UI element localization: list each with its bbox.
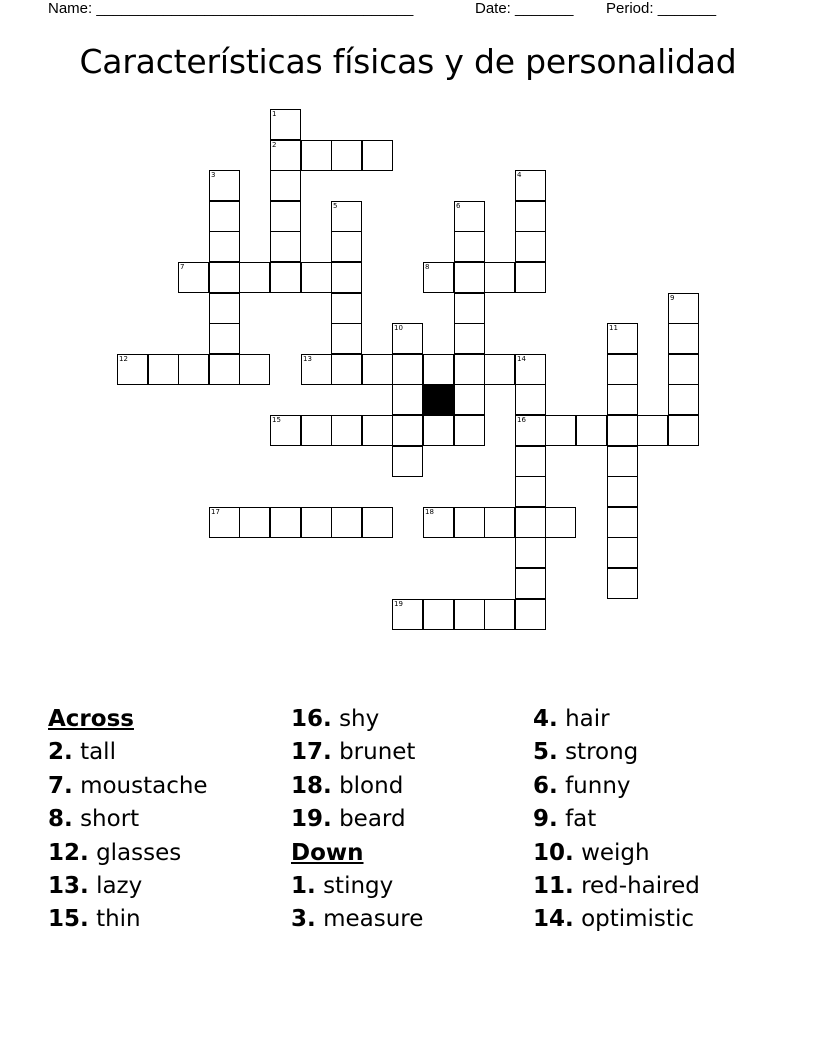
crossword-cell[interactable] — [331, 231, 362, 262]
crossword-cell[interactable] — [301, 415, 332, 446]
period-field-label: Period: _______ — [606, 0, 717, 17]
clue-column-2 — [291, 703, 423, 937]
crossword-cell[interactable] — [484, 262, 515, 293]
clue-number: 13 — [303, 355, 312, 363]
clue-item-text: weigh — [581, 839, 650, 866]
clue-item — [533, 803, 700, 836]
crossword-cell[interactable] — [515, 568, 546, 599]
crossword-cell[interactable] — [515, 170, 546, 201]
clue-number: 4 — [517, 171, 522, 179]
crossword-black-cell — [423, 384, 454, 415]
crossword-cell[interactable] — [668, 384, 699, 415]
crossword-cell[interactable] — [362, 415, 393, 446]
clue-item — [291, 703, 423, 736]
crossword-cell[interactable] — [362, 140, 393, 171]
clue-column-3 — [533, 703, 700, 937]
clue-section-heading — [48, 703, 208, 736]
crossword-cell[interactable] — [515, 415, 546, 446]
crossword-cell[interactable] — [301, 262, 332, 293]
crossword-cell[interactable] — [454, 231, 485, 262]
clue-number: 6 — [456, 202, 461, 210]
clue-item-text: funny — [565, 772, 631, 799]
clue-number: 3 — [211, 171, 216, 179]
clue-number: 12 — [119, 355, 128, 363]
clue-number: 7 — [180, 263, 185, 271]
section-heading-text: Across — [48, 706, 134, 732]
clue-item-number: 17. — [291, 739, 332, 766]
clue-item — [533, 903, 700, 936]
crossword-cell[interactable] — [668, 293, 699, 324]
crossword-cell[interactable] — [392, 446, 423, 477]
crossword-cell[interactable] — [454, 293, 485, 324]
crossword-cell[interactable] — [239, 262, 270, 293]
crossword-cell[interactable] — [209, 201, 240, 232]
section-heading-text: Down — [291, 839, 364, 866]
clue-number: 11 — [609, 324, 618, 332]
crossword-cell[interactable] — [331, 140, 362, 171]
crossword-cell[interactable] — [607, 446, 638, 477]
clue-item — [48, 770, 208, 803]
crossword-cell[interactable] — [607, 415, 638, 446]
clue-number: 15 — [272, 416, 281, 424]
crossword-cell[interactable] — [576, 415, 607, 446]
name-field-label: Name: ______________________________________ — [48, 0, 414, 17]
crossword-cell[interactable] — [209, 507, 240, 538]
clue-item — [533, 703, 700, 736]
crossword-cell[interactable] — [331, 201, 362, 232]
crossword-cell[interactable] — [545, 415, 576, 446]
crossword-cell[interactable] — [515, 384, 546, 415]
crossword-cell[interactable] — [423, 262, 454, 293]
clue-item-text: fat — [565, 806, 597, 833]
crossword-cell[interactable] — [545, 507, 576, 538]
crossword-cell[interactable] — [362, 507, 393, 538]
clue-item-text: hair — [565, 706, 610, 732]
crossword-cell[interactable] — [515, 476, 546, 507]
crossword-cell[interactable] — [270, 201, 301, 232]
crossword-cell[interactable] — [148, 354, 179, 385]
clue-item — [533, 736, 700, 769]
crossword-cell[interactable] — [515, 201, 546, 232]
clue-item — [291, 736, 423, 769]
clue-item — [291, 870, 423, 903]
crossword-cell[interactable] — [270, 262, 301, 293]
crossword-cell[interactable] — [515, 446, 546, 477]
crossword-cell[interactable] — [270, 231, 301, 262]
crossword-cell[interactable] — [239, 354, 270, 385]
crossword-cell[interactable] — [178, 354, 209, 385]
crossword-cell[interactable] — [209, 323, 240, 354]
clue-item-number: 16. — [291, 706, 332, 732]
clue-item-number: 7. — [48, 772, 73, 799]
clue-item-number: 3. — [291, 906, 316, 933]
crossword-cell[interactable] — [484, 599, 515, 630]
crossword-cell[interactable] — [607, 476, 638, 507]
clue-item — [48, 903, 208, 936]
clue-item-text: brunet — [339, 739, 416, 766]
clue-column-1 — [48, 703, 208, 937]
crossword-cell[interactable] — [423, 415, 454, 446]
clue-number: 8 — [425, 263, 430, 271]
crossword-cell[interactable] — [454, 599, 485, 630]
clue-number: 2 — [272, 141, 277, 149]
clue-item — [291, 903, 423, 936]
clue-item-number: 18. — [291, 772, 332, 799]
clue-item — [533, 870, 700, 903]
clue-item-number: 6. — [533, 772, 558, 799]
clue-number: 17 — [211, 508, 220, 516]
crossword-cell[interactable] — [392, 384, 423, 415]
crossword-cell[interactable] — [270, 109, 301, 140]
clue-item-text: lazy — [96, 873, 143, 900]
clue-item-text: stingy — [323, 873, 394, 900]
clue-item — [48, 870, 208, 903]
clue-item-number: 10. — [533, 839, 574, 866]
clue-item-text: measure — [323, 906, 424, 933]
crossword-cell[interactable] — [484, 507, 515, 538]
crossword-cell[interactable] — [362, 354, 393, 385]
clue-number: 10 — [394, 324, 403, 332]
clue-section-heading — [291, 837, 423, 870]
crossword-cell[interactable] — [270, 415, 301, 446]
clue-item-number: 15. — [48, 906, 89, 933]
crossword-cell[interactable] — [331, 354, 362, 385]
crossword-cell[interactable] — [668, 415, 699, 446]
crossword-cell[interactable] — [454, 201, 485, 232]
crossword-cell[interactable] — [178, 262, 209, 293]
crossword-cell[interactable] — [607, 568, 638, 599]
crossword-cell[interactable] — [270, 140, 301, 171]
crossword-cell[interactable] — [117, 354, 148, 385]
page-title: Características físicas y de personalidad — [79, 42, 737, 81]
clue-item-number: 14. — [533, 906, 574, 933]
crossword-cell[interactable] — [637, 415, 668, 446]
clue-item-number: 19. — [291, 806, 332, 833]
clue-number: 5 — [333, 202, 338, 210]
clue-item-text: tall — [80, 739, 116, 766]
clue-item-number: 9. — [533, 806, 558, 833]
clue-number: 14 — [517, 355, 526, 363]
clue-item-number: 1. — [291, 873, 316, 900]
crossword-cell[interactable] — [209, 170, 240, 201]
crossword-cell[interactable] — [454, 415, 485, 446]
crossword-cell[interactable] — [301, 354, 332, 385]
crossword-cell[interactable] — [301, 140, 332, 171]
clue-item-text: moustache — [80, 772, 208, 799]
crossword-cell[interactable] — [209, 293, 240, 324]
clue-item-text: shy — [339, 706, 380, 732]
clue-item-text: thin — [96, 906, 141, 933]
clue-number: 19 — [394, 600, 403, 608]
clue-item — [48, 803, 208, 836]
clue-item — [48, 736, 208, 769]
crossword-cell[interactable] — [454, 354, 485, 385]
clue-item — [291, 803, 423, 836]
crossword-cell[interactable] — [515, 231, 546, 262]
crossword-cell[interactable] — [331, 415, 362, 446]
crossword-cell[interactable] — [423, 354, 454, 385]
crossword-cell[interactable] — [423, 507, 454, 538]
clue-item-text: red-haired — [581, 873, 700, 900]
crossword-cell[interactable] — [270, 507, 301, 538]
crossword-cell[interactable] — [392, 354, 423, 385]
crossword-cell[interactable] — [331, 507, 362, 538]
clue-number: 1 — [272, 110, 277, 118]
crossword-cell[interactable] — [515, 599, 546, 630]
crossword-cell[interactable] — [331, 262, 362, 293]
crossword-cell[interactable] — [668, 354, 699, 385]
clue-item-number: 13. — [48, 873, 89, 900]
crossword-cell[interactable] — [607, 384, 638, 415]
crossword-cell[interactable] — [423, 599, 454, 630]
crossword-cell[interactable] — [454, 384, 485, 415]
clue-item-text: blond — [339, 772, 404, 799]
crossword-cell[interactable] — [607, 323, 638, 354]
crossword-cell[interactable] — [668, 323, 699, 354]
clue-item — [533, 837, 700, 870]
clue-item — [533, 770, 700, 803]
crossword-cell[interactable] — [209, 354, 240, 385]
crossword-cell[interactable] — [607, 507, 638, 538]
clue-item-text: strong — [565, 739, 639, 766]
clue-item-number: 4. — [533, 706, 558, 732]
crossword-cell[interactable] — [454, 323, 485, 354]
crossword-cell[interactable] — [515, 354, 546, 385]
crossword-cell[interactable] — [515, 262, 546, 293]
clue-item-number: 11. — [533, 873, 574, 900]
crossword-cell[interactable] — [392, 599, 423, 630]
crossword-cell[interactable] — [454, 262, 485, 293]
crossword-cell[interactable] — [454, 507, 485, 538]
clue-number: 18 — [425, 508, 434, 516]
crossword-cell[interactable] — [392, 323, 423, 354]
crossword-cell[interactable] — [515, 507, 546, 538]
clue-item-text: optimistic — [581, 906, 694, 933]
date-field-label: Date: _______ — [475, 0, 574, 17]
clue-item-number: 12. — [48, 839, 89, 866]
crossword-cell[interactable] — [392, 415, 423, 446]
crossword-cell[interactable] — [301, 507, 332, 538]
crossword-cell[interactable] — [515, 537, 546, 568]
crossword-cell[interactable] — [607, 354, 638, 385]
crossword-cell[interactable] — [331, 323, 362, 354]
crossword-cell[interactable] — [484, 354, 515, 385]
clue-item — [291, 770, 423, 803]
crossword-cell[interactable] — [331, 293, 362, 324]
crossword-cell[interactable] — [607, 537, 638, 568]
clue-number: 9 — [670, 294, 675, 302]
crossword-cell[interactable] — [209, 262, 240, 293]
clue-item-number: 5. — [533, 739, 558, 766]
clue-item-text: short — [80, 806, 140, 833]
clue-item-number: 2. — [48, 739, 73, 766]
crossword-cell[interactable] — [239, 507, 270, 538]
clue-item-text: beard — [339, 806, 406, 833]
clue-item-number: 8. — [48, 806, 73, 833]
clue-item — [48, 837, 208, 870]
clue-item-text: glasses — [96, 839, 182, 866]
clue-number: 16 — [517, 416, 526, 424]
crossword-cell[interactable] — [209, 231, 240, 262]
crossword-cell[interactable] — [270, 170, 301, 201]
